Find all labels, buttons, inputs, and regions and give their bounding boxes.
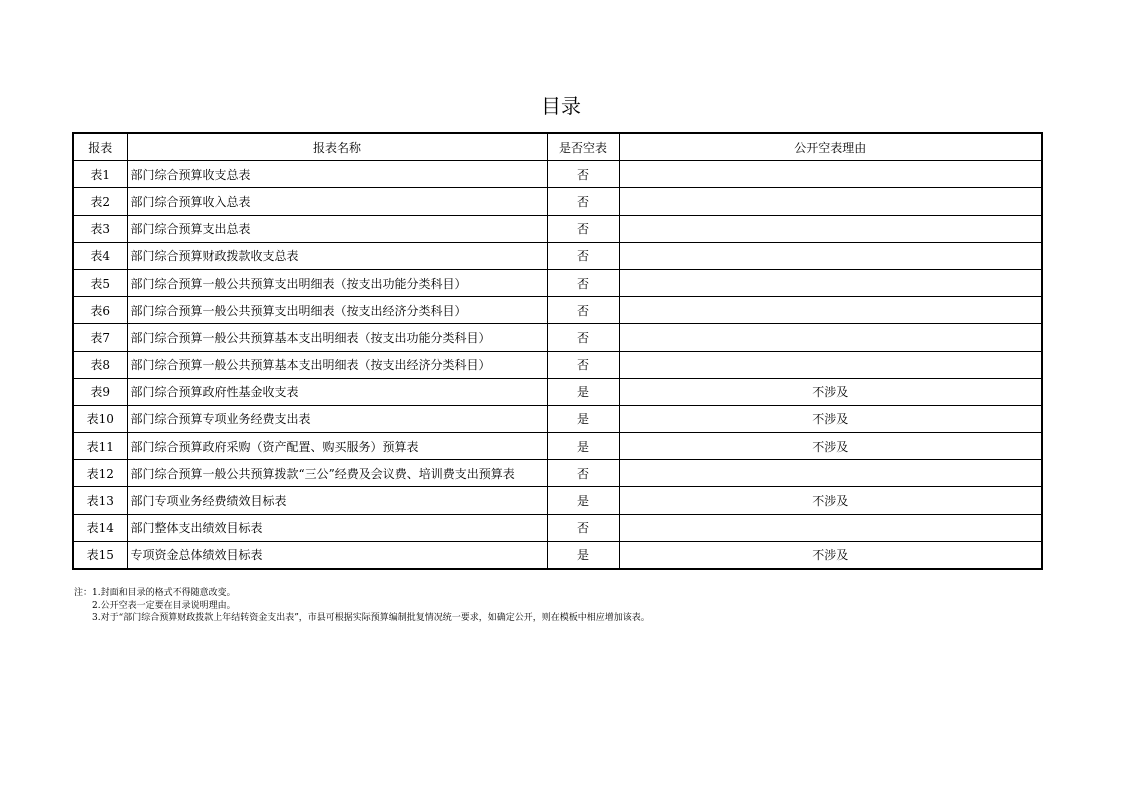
table-row: [73, 433, 1042, 460]
row-no: 表4: [73, 242, 127, 269]
row-no: 表10: [73, 405, 127, 432]
note-line-2: 2.公开空表一定要在目录说明理由。: [92, 600, 236, 611]
row-reason: 不涉及: [619, 433, 1042, 460]
row-name: 部门综合预算一般公共预算基本支出明细表（按支出经济分类科目）: [127, 351, 547, 378]
row-no: 表9: [73, 378, 127, 405]
table-row: [73, 324, 1042, 351]
row-reason: [619, 351, 1042, 378]
row-is-empty: 是: [547, 487, 619, 514]
row-name: 部门专项业务经费绩效目标表: [127, 487, 547, 514]
row-name: 部门综合预算专项业务经费支出表: [127, 405, 547, 432]
row-no: 表12: [73, 460, 127, 487]
row-no: 表7: [73, 324, 127, 351]
row-reason: 不涉及: [619, 378, 1042, 405]
row-no: 表14: [73, 514, 127, 541]
header-row: [73, 133, 1042, 161]
table-row: [73, 215, 1042, 242]
row-is-empty: 是: [547, 405, 619, 432]
row-no: 表8: [73, 351, 127, 378]
row-no: 表13: [73, 487, 127, 514]
row-is-empty: 否: [547, 269, 619, 296]
header-is-empty: 是否空表: [547, 133, 619, 161]
row-no: 表6: [73, 297, 127, 324]
page-title: 目录: [541, 94, 581, 118]
table-row: [73, 541, 1042, 569]
table-row: [73, 514, 1042, 541]
row-name: 部门综合预算一般公共预算基本支出明细表（按支出功能分类科目）: [127, 324, 547, 351]
row-is-empty: 否: [547, 215, 619, 242]
row-is-empty: 否: [547, 460, 619, 487]
row-is-empty: 否: [547, 161, 619, 188]
table-row: [73, 242, 1042, 269]
row-no: 表5: [73, 269, 127, 296]
row-reason: [619, 215, 1042, 242]
row-name: 部门综合预算政府采购（资产配置、购买服务）预算表: [127, 433, 547, 460]
row-name: 部门综合预算收支总表: [127, 161, 547, 188]
row-reason: [619, 242, 1042, 269]
row-name: 部门综合预算政府性基金收支表: [127, 378, 547, 405]
row-is-empty: 否: [547, 188, 619, 215]
table-row: [73, 487, 1042, 514]
table-row: [73, 378, 1042, 405]
row-name: 部门综合预算一般公共预算支出明细表（按支出功能分类科目）: [127, 269, 547, 296]
row-is-empty: 否: [547, 514, 619, 541]
toc-table: [72, 132, 1043, 570]
row-reason: [619, 460, 1042, 487]
row-no: 表11: [73, 433, 127, 460]
row-no: 表3: [73, 215, 127, 242]
table-row: [73, 351, 1042, 378]
row-reason: [619, 297, 1042, 324]
row-reason: 不涉及: [619, 405, 1042, 432]
table-row: [73, 269, 1042, 296]
row-reason: [619, 269, 1042, 296]
row-is-empty: 否: [547, 242, 619, 269]
header-no: 报表: [73, 133, 127, 161]
row-reason: 不涉及: [619, 541, 1042, 569]
table-row: [73, 405, 1042, 432]
table-row: [73, 460, 1042, 487]
row-name: 部门综合预算一般公共预算支出明细表（按支出经济分类科目）: [127, 297, 547, 324]
note-line-3: 3.对于“部门综合预算财政拨款上年结转资金支出表”，市县可根据实际预算编制批复情况统一要求，如确定公开，则在模板中相应增加该表。: [92, 613, 650, 623]
row-name: 部门整体支出绩效目标表: [127, 514, 547, 541]
note-line-1: 注：1.封面和目录的格式不得随意改变。: [74, 588, 236, 598]
header-reason: 公开空表理由: [619, 133, 1042, 161]
row-name: 部门综合预算支出总表: [127, 215, 547, 242]
row-is-empty: 否: [547, 324, 619, 351]
row-name: 专项资金总体绩效目标表: [127, 541, 547, 569]
row-name: 部门综合预算财政拨款收支总表: [127, 242, 547, 269]
table-row: [73, 161, 1042, 188]
row-reason: [619, 161, 1042, 188]
row-is-empty: 是: [547, 541, 619, 569]
row-name: 部门综合预算一般公共预算拨款“三公”经费及会议费、培训费支出预算表: [127, 460, 547, 487]
row-is-empty: 否: [547, 351, 619, 378]
row-is-empty: 是: [547, 433, 619, 460]
row-is-empty: 是: [547, 378, 619, 405]
row-reason: [619, 514, 1042, 541]
row-no: 表2: [73, 188, 127, 215]
header-name: 报表名称: [127, 133, 547, 161]
table-row: [73, 297, 1042, 324]
row-reason: [619, 324, 1042, 351]
notes: [74, 587, 650, 625]
row-no: 表1: [73, 161, 127, 188]
row-name: 部门综合预算收入总表: [127, 188, 547, 215]
row-is-empty: 否: [547, 297, 619, 324]
toc-body: [73, 161, 1042, 569]
row-no: 表15: [73, 541, 127, 569]
table-row: [73, 188, 1042, 215]
row-reason: [619, 188, 1042, 215]
row-reason: 不涉及: [619, 487, 1042, 514]
